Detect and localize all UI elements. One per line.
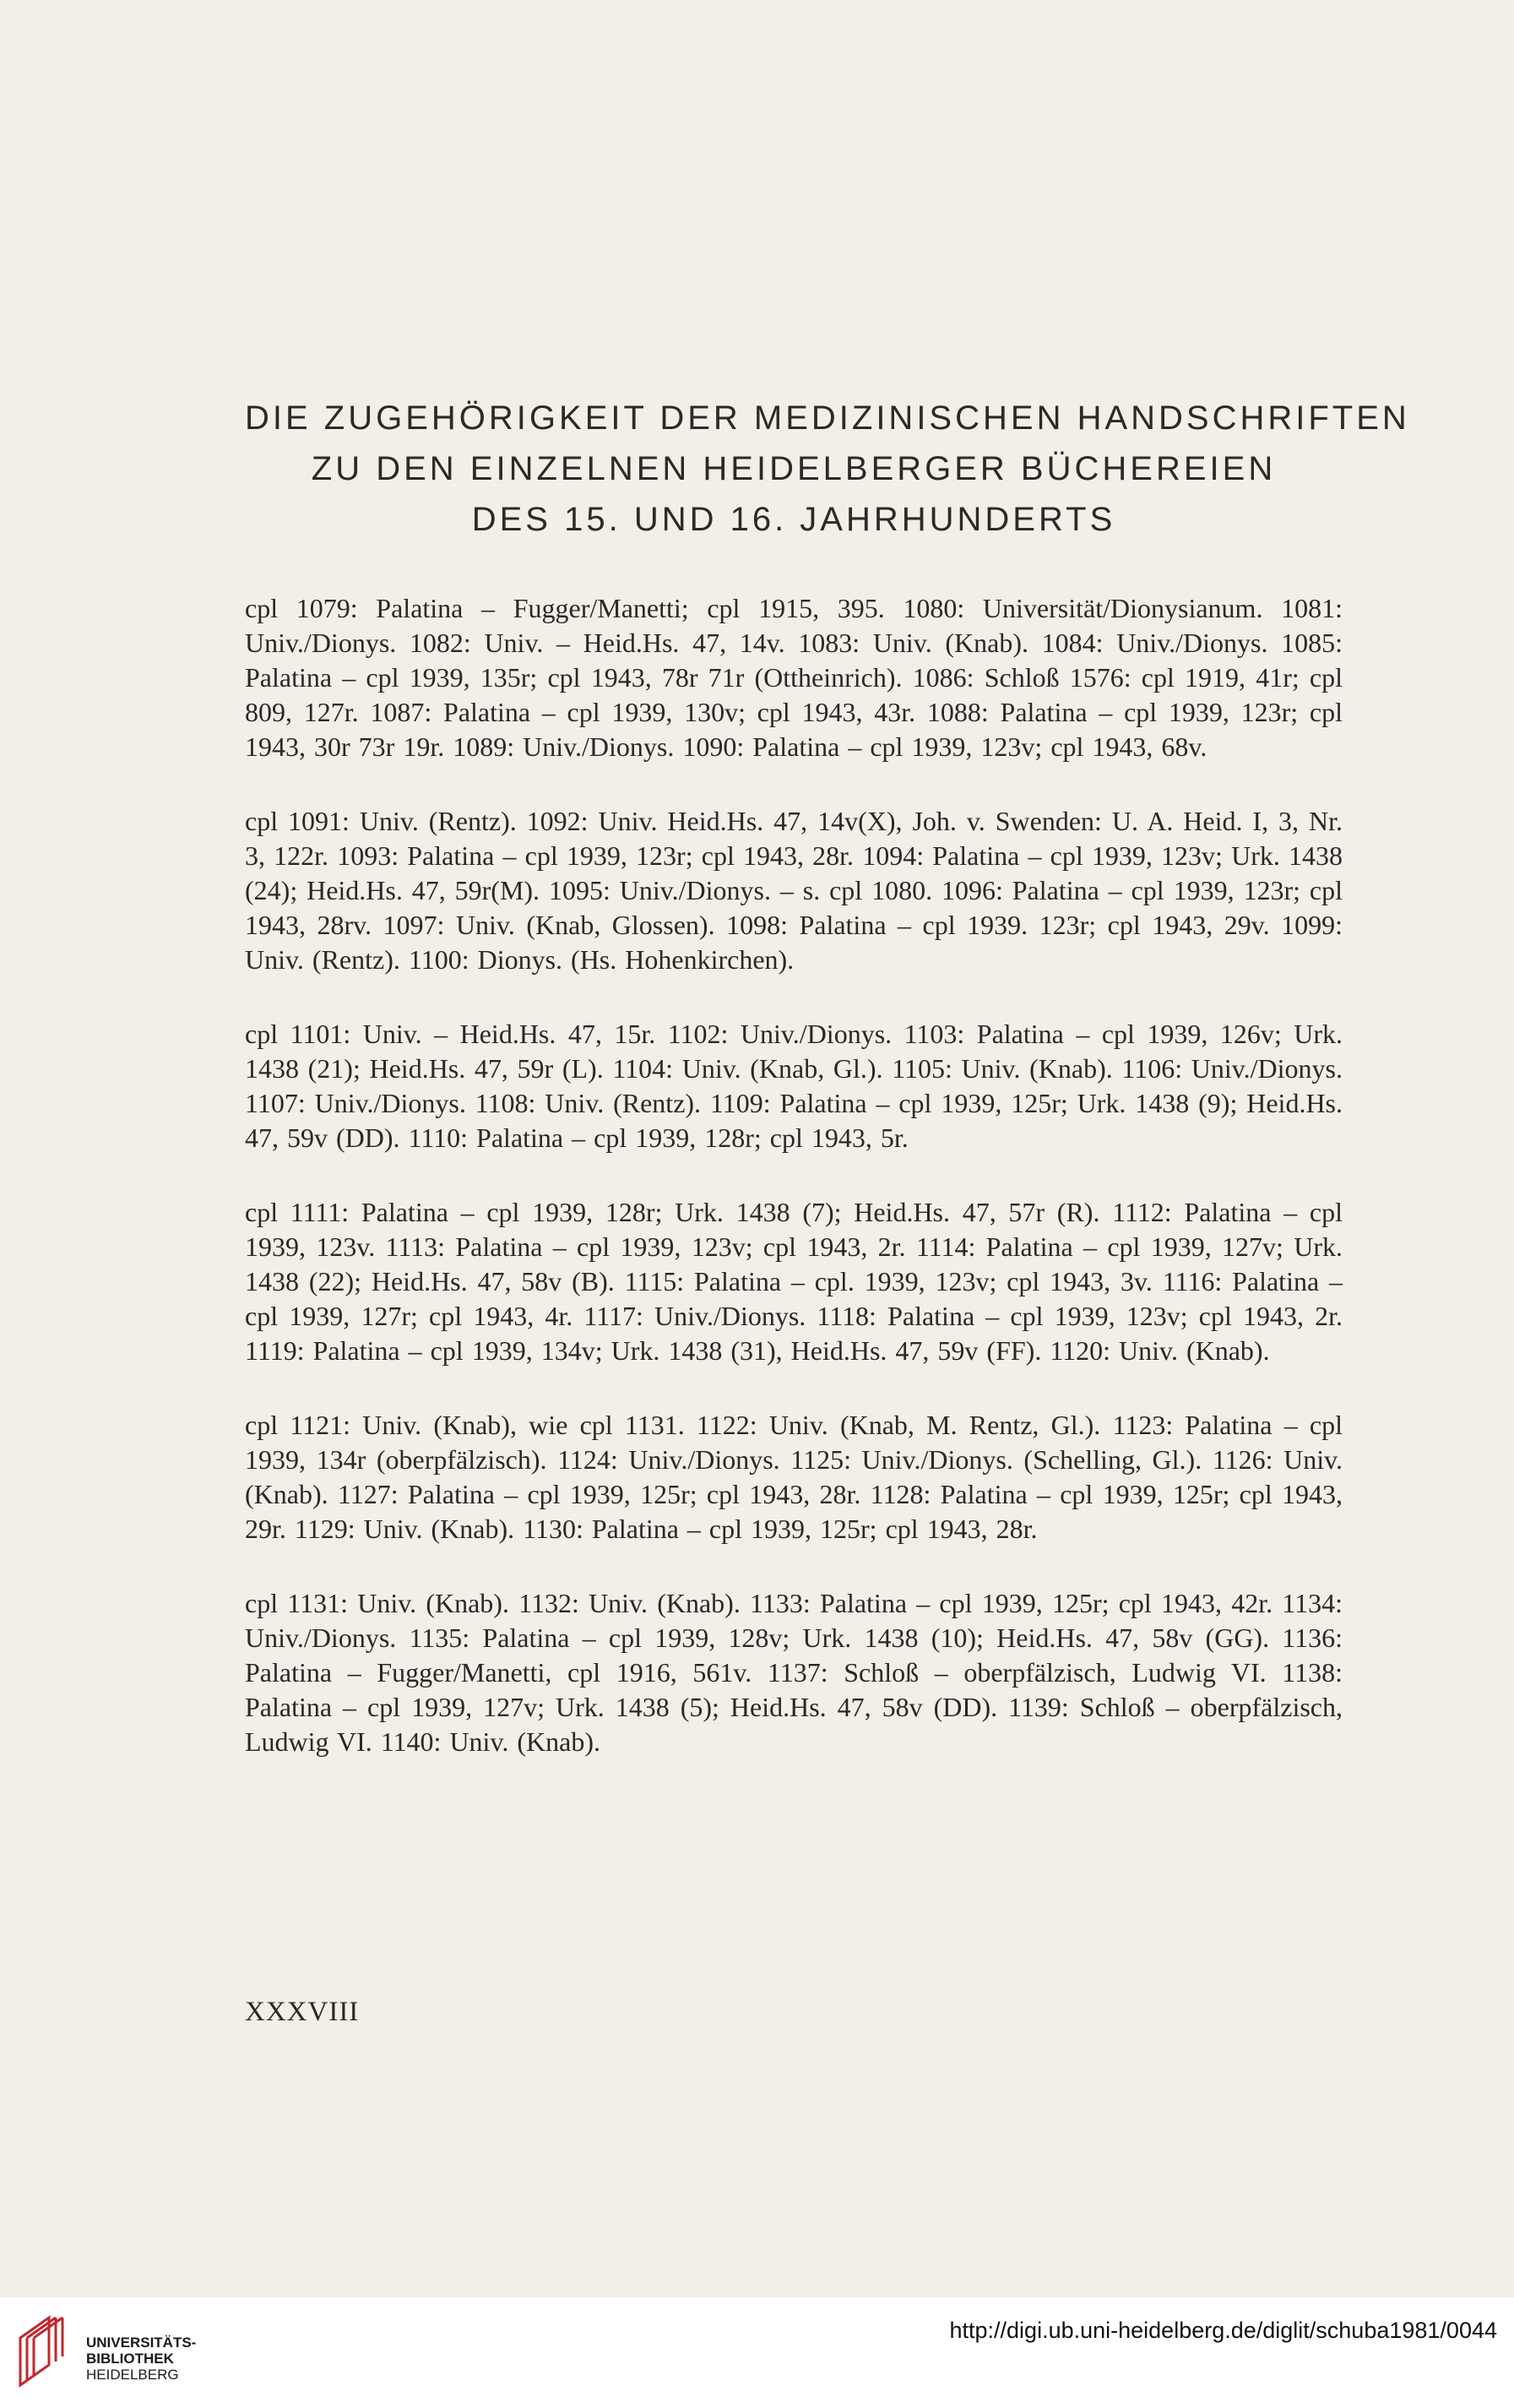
library-logo-icon <box>15 2313 71 2390</box>
paragraph-cpl-1079: cpl 1079: Palatina – Fugger/Manetti; cpl 1915, 395. 1080: Universität/Dionysianum. 1081: Univ./Dionys. 1082: Univ. – Heid.Hs. 47, 14v. 1083: Univ. (Knab). 1084: Univ./Dionys. 1085: Palatina – cpl 1939, 135r; cpl 1943, 78r 71r (Ottheinrich). 1086: Schloß 1576: cpl 1919, 41r; cpl 809, 127r. 1087: Palatina – cpl 1939, 130v; cpl 1943, 43r. 1088: Palatina – cpl 1939, 123r; cpl 1943, 30r 73r 19r. 1089: Univ./Dionys. 1090: Palatina – cpl 1939, 123v; cpl 1943, 68v. <box>245 593 1343 762</box>
page-body <box>245 393 1410 1799</box>
library-name-line-1: UNIVERSITÄTS- <box>86 2335 197 2351</box>
library-name <box>86 2335 196 2383</box>
paragraph-cpl-1091: cpl 1091: Univ. (Rentz). 1092: Univ. Heid.Hs. 47, 14v(X), Joh. v. Swenden: U. A. Heid. I, 3, Nr. 3, 122r. 1093: Palatina – cpl 1939, 123r; cpl 1943, 28r. 1094: Palatina – cpl 1939, 123v; Urk. 1438 (24); Heid.Hs. 47, 59r(M). 1095: Univ./Dionys. – s. cpl 1080. 1096: Palatina – cpl 1939, 123r; cpl 1943, 28rv. 1097: Univ. (Knab, Glossen). 1098: Palatina – cpl 1939. 123r; cpl 1943, 29v. 1099: Univ. (Rentz). 1100: Dionys. (Hs. Hohenkirchen). <box>245 806 1343 975</box>
paragraph-cpl-1121: cpl 1121: Univ. (Knab), wie cpl 1131. 1122: Univ. (Knab, M. Rentz, Gl.). 1123: Palatina – cpl 1939, 134r (oberpfälzisch). 1124: Univ./Dionys. 1125: Univ./Dionys. (Schelling, Gl.). 1126: Univ. (Knab). 1127: Palatina – cpl 1939, 125r; cpl 1943, 28r. 1128: Palatina – cpl 1939, 125r; cpl 1943, 29r. 1129: Univ. (Knab). 1130: Palatina – cpl 1939, 125r; cpl 1943, 28r. <box>245 1410 1343 1544</box>
library-name-line-3: HEIDELBERG <box>86 2367 179 2383</box>
title-line-1: DIE ZUGEHÖRIGKEIT DER MEDIZINISCHEN HANDSCHRIFTEN <box>245 400 1410 437</box>
title-line-2: ZU DEN EINZELNEN HEIDELBERGER BÜCHEREIEN <box>311 450 1277 487</box>
footer-bar <box>0 2297 1514 2408</box>
paragraph-cpl-1101: cpl 1101: Univ. – Heid.Hs. 47, 15r. 1102: Univ./Dionys. 1103: Palatina – cpl 1939, 126v; Urk. 1438 (21); Heid.Hs. 47, 59r (L). 1104: Univ. (Knab, Gl.). 1105: Univ. (Knab). 1106: Univ./Dionys. 1107: Univ./Dionys. 1108: Univ. (Rentz). 1109: Palatina – cpl 1939, 125r; Urk. 1438 (9); Heid.Hs. 47, 59v (DD). 1110: Palatina – cpl 1939, 128r; cpl 1943, 5r. <box>245 1019 1343 1153</box>
library-name-line-2: BIBLIOTHEK <box>86 2351 174 2367</box>
paragraph-cpl-1111: cpl 1111: Palatina – cpl 1939, 128r; Urk. 1438 (7); Heid.Hs. 47, 57r (R). 1112: Palatina – cpl 1939, 123v. 1113: Palatina – cpl 1939, 123v; cpl 1943, 2r. 1114: Palatina – cpl 1939, 127v; Urk. 1438 (22); Heid.Hs. 47, 58v (B). 1115: Palatina – cpl. 1939, 123v; cpl 1943, 3v. 1116: Palatina – cpl 1939, 127r; cpl 1943, 4r. 1117: Univ./Dionys. 1118: Palatina – cpl 1939, 123v; cpl 1943, 2r. 1119: Palatina – cpl 1939, 134v; Urk. 1438 (31), Heid.Hs. 47, 59v (FF). 1120: Univ. (Knab). <box>245 1197 1343 1366</box>
paragraph-cpl-1131: cpl 1131: Univ. (Knab). 1132: Univ. (Knab). 1133: Palatina – cpl 1939, 125r; cpl 1943, 42r. 1134: Univ./Dionys. 1135: Palatina – cpl 1939, 128v; Urk. 1438 (10); Heid.Hs. 47, 58v (GG). 1136: Palatina – Fugger/Manetti, cpl 1916, 561v. 1137: Schloß – oberpfälzisch, Ludwig VI. 1138: Palatina – cpl 1939, 127v; Urk. 1438 (5); Heid.Hs. 47, 58v (DD). 1139: Schloß – oberpfälzisch, Ludwig VI. 1140: Univ. (Knab). <box>245 1588 1343 1757</box>
page-title <box>245 393 1410 545</box>
page-number: XXXVIII <box>245 1997 360 2027</box>
title-line-3: DES 15. UND 16. JAHRHUNDERTS <box>471 501 1116 538</box>
source-url-link[interactable]: http://digi.ub.uni-heidelberg.de/diglit/schuba1981/0044 <box>949 2318 1497 2343</box>
